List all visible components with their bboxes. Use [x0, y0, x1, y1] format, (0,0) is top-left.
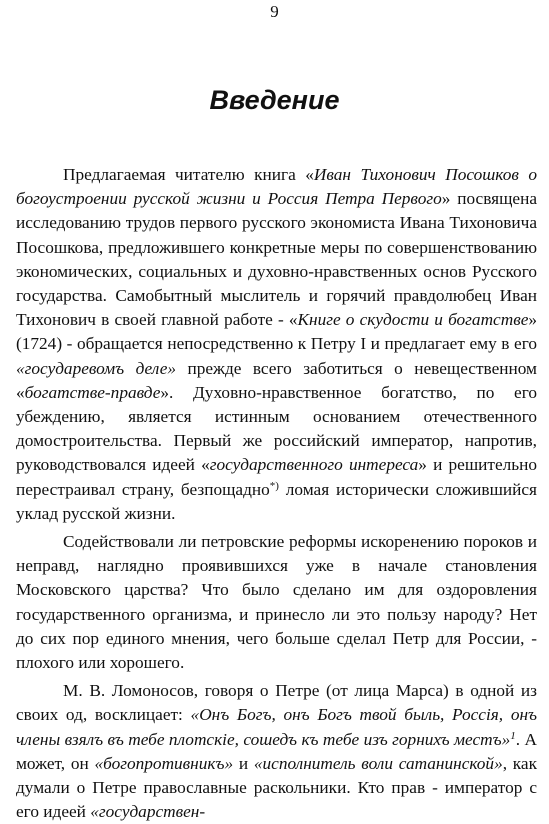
text-run: ». Духовно-нравственное богатство, по его убеждению, является истинным основанием отечественного домостроительства. Первый же российский император, напротив, руководствовался идеей « — [16, 382, 537, 475]
page-number: 9 — [270, 2, 279, 21]
body-text — [16, 163, 537, 824]
text-run: богатстве-правде — [24, 382, 161, 402]
text-run: «государевомъ деле» — [16, 358, 177, 378]
text-run: государственного интереса — [209, 455, 419, 475]
paragraph — [16, 530, 537, 675]
text-run: . А может, он — [16, 729, 537, 773]
text-run: Содействовали ли петровские реформы искоренению пороков и неправд, наглядно проявившихся уже в начале становления Московского царства? Что было сделано им для оздоровления государственного организма, и принесло ли это пользу народу? Нет до сих пор единого мнения, чего больше сделал Петр для России, - плохого или хорошего. — [16, 532, 537, 673]
footnote-marker: *) — [269, 479, 279, 492]
text-run: Предлагаемая читателю книга « — [63, 165, 314, 184]
text-run: » (1724) - обращается непосредственно к Петру I и предлагает ему в его — [16, 310, 538, 354]
paragraph — [16, 679, 537, 824]
text-run: ломая исторически сложившийся уклад русской жизни. — [16, 479, 537, 523]
text-run: «государствен- — [90, 802, 206, 822]
text-run: Иван Тихонович Посошков о богоустроении русской жизни и Россия Петра Первого — [16, 165, 537, 209]
text-run: «исполнитель воли сатанинской» — [253, 753, 503, 773]
text-run: прежде всего заботиться о невещественном « — [16, 358, 537, 402]
text-run: » и решительно перестраивал страну, безпощадно — [16, 455, 538, 499]
text-run: и — [233, 753, 254, 773]
text-run: , как думали о Петре православные раскольники. Кто прав - император с его идеей — [16, 753, 537, 822]
text-run: » посвящена исследованию трудов первого русского экономиста Ивана Тихоновича Посошкова, предложившего конкретные меры по совершенствованию экономических, социальных и духовно-нравственных основ Русского государства. Самобытный мыслитель и горячий правдолюбец Иван Тихонович в своей главной работе - « — [16, 189, 537, 330]
page-title: Введение — [209, 85, 340, 115]
footnote-marker: 1 — [510, 729, 516, 742]
text-run: Книге о скудости и богатстве — [297, 310, 529, 330]
paragraph — [16, 163, 537, 526]
text-run: «богопротивникъ» — [94, 753, 234, 773]
text-run: «Онъ Богъ, онъ Богъ твой быль, Россія, онъ члены взялъ въ тебе плотскіе, сошедъ къ тебе изъ горнихъ местъ» — [16, 705, 537, 749]
text-run: М. В. Ломоносов, говоря о Петре (от лица Марса) в одной из своих од, восклицает: — [16, 681, 537, 725]
